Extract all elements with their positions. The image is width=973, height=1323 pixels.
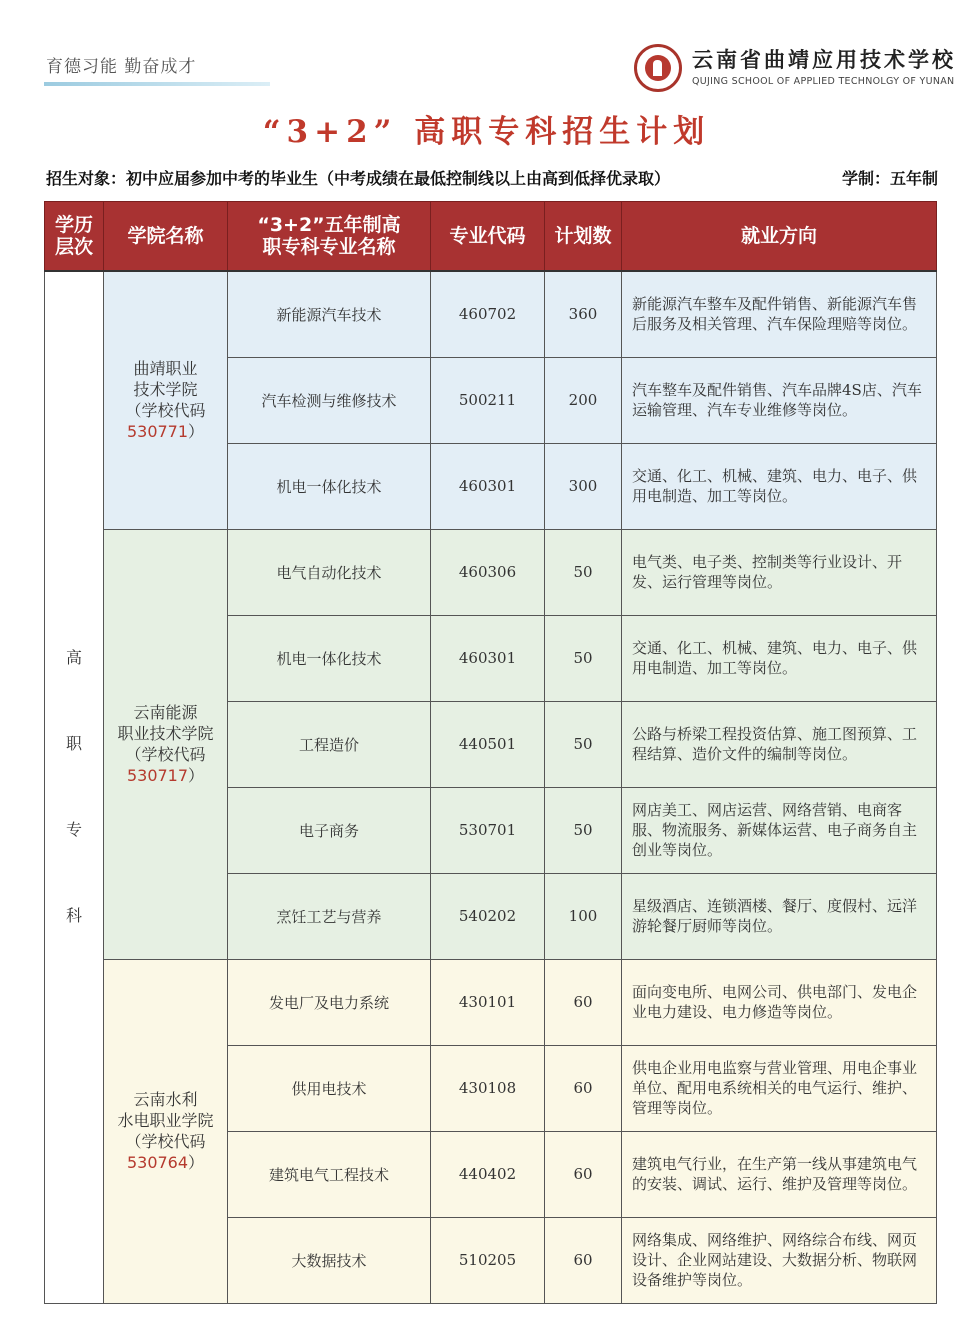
major-code: 430101 <box>431 959 545 1045</box>
motto-underline <box>44 82 270 86</box>
career-direction: 面向变电所、电网公司、供电部门、发电企业电力建设、电力修造等岗位。 <box>622 959 937 1045</box>
page-title: “3+2” 高职专科招生计划 <box>262 114 711 150</box>
career-direction: 网店美工、网店运营、网络营销、电商客服、物流服务、新媒体运营、电子商务自主创业等岗位。 <box>622 787 937 873</box>
major-code: 460702 <box>431 271 545 357</box>
plan-count: 50 <box>545 615 622 701</box>
major-name: 工程造价 <box>228 701 431 787</box>
table-row <box>45 959 937 1045</box>
major-name: 电子商务 <box>228 787 431 873</box>
major-code: 430108 <box>431 1045 545 1131</box>
plan-count: 60 <box>545 1131 622 1217</box>
college-cell: 曲靖职业 技术学院 （学校代码 530771） <box>104 271 228 529</box>
major-name: 机电一体化技术 <box>228 443 431 529</box>
header-level: 学历 层次 <box>45 202 104 272</box>
plan-count: 100 <box>545 873 622 959</box>
career-direction: 电气类、电子类、控制类等行业设计、开发、运行管理等岗位。 <box>622 529 937 615</box>
major-code: 440402 <box>431 1131 545 1217</box>
major-code: 500211 <box>431 357 545 443</box>
plan-count: 200 <box>545 357 622 443</box>
major-code: 540202 <box>431 873 545 959</box>
plan-count: 60 <box>545 1045 622 1131</box>
study-system: 学制：五年制 <box>841 169 938 188</box>
major-name: 机电一体化技术 <box>228 615 431 701</box>
plan-count: 50 <box>545 787 622 873</box>
career-direction: 星级酒店、连锁酒楼、餐厅、度假村、远洋游轮餐厅厨师等岗位。 <box>622 873 937 959</box>
school-name-en: QUJING SCHOOL OF APPLIED TECHNOLGY OF YUNAN <box>692 76 955 87</box>
major-name: 建筑电气工程技术 <box>228 1131 431 1217</box>
career-direction: 交通、化工、机械、建筑、电力、电子、供用电制造、加工等岗位。 <box>622 615 937 701</box>
career-direction: 新能源汽车整车及配件销售、新能源汽车售后服务及相关管理、汽车保险理赔等岗位。 <box>622 271 937 357</box>
plan-count: 50 <box>545 529 622 615</box>
plan-count: 60 <box>545 1217 622 1303</box>
major-name: 汽车检测与维修技术 <box>228 357 431 443</box>
major-name: 大数据技术 <box>228 1217 431 1303</box>
enrollment-table <box>44 201 937 1304</box>
major-code: 460301 <box>431 443 545 529</box>
major-name: 新能源汽车技术 <box>228 271 431 357</box>
school-name-cn: 云南省曲靖应用技术学校 <box>692 47 956 72</box>
header-major: “3+2”五年制高 职专科专业名称 <box>228 202 431 272</box>
table-header-row <box>45 202 937 272</box>
header-code: 专业代码 <box>431 202 545 272</box>
plan-count: 60 <box>545 959 622 1045</box>
career-direction: 公路与桥梁工程投资估算、施工图预算、工程结算、造价文件的编制等岗位。 <box>622 701 937 787</box>
plan-count: 360 <box>545 271 622 357</box>
header-career: 就业方向 <box>622 202 937 272</box>
plan-count: 50 <box>545 701 622 787</box>
major-name: 电气自动化技术 <box>228 529 431 615</box>
school-logo-icon <box>634 44 682 92</box>
major-name: 烹饪工艺与营养 <box>228 873 431 959</box>
major-name: 供用电技术 <box>228 1045 431 1131</box>
table-row <box>45 529 937 615</box>
career-direction: 供电企业用电监察与营业管理、用电企事业单位、配用电系统相关的电气运行、维护、管理等岗位。 <box>622 1045 937 1131</box>
major-code: 460306 <box>431 529 545 615</box>
school-motto: 育德习能 勤奋成才 <box>46 57 197 77</box>
career-direction: 汽车整车及配件销售、汽车品牌4S店、汽车运输管理、汽车专业维修等岗位。 <box>622 357 937 443</box>
career-direction: 建筑电气行业，在生产第一线从事建筑电气的安装、调试、运行、维护及管理等岗位。 <box>622 1131 937 1217</box>
college-cell: 云南能源 职业技术学院 （学校代码 530717） <box>104 529 228 959</box>
plan-count: 300 <box>545 443 622 529</box>
level-cell: 高 职 专 科 <box>45 271 104 1303</box>
college-cell: 云南水利 水电职业学院 （学校代码 530764） <box>104 959 228 1303</box>
table-row <box>45 271 937 357</box>
major-code: 460301 <box>431 615 545 701</box>
header-college: 学院名称 <box>104 202 228 272</box>
header-plan: 计划数 <box>545 202 622 272</box>
major-code: 530701 <box>431 787 545 873</box>
enrollment-target: 招生对象：初中应届参加中考的毕业生（中考成绩在最低控制线以上由高到低择优录取） <box>46 169 671 188</box>
major-code: 510205 <box>431 1217 545 1303</box>
career-direction: 网络集成、网络维护、网络综合布线、网页设计、企业网站建设、大数据分析、物联网设备维护等岗位。 <box>622 1217 937 1303</box>
career-direction: 交通、化工、机械、建筑、电力、电子、供用电制造、加工等岗位。 <box>622 443 937 529</box>
major-code: 440501 <box>431 701 545 787</box>
major-name: 发电厂及电力系统 <box>228 959 431 1045</box>
